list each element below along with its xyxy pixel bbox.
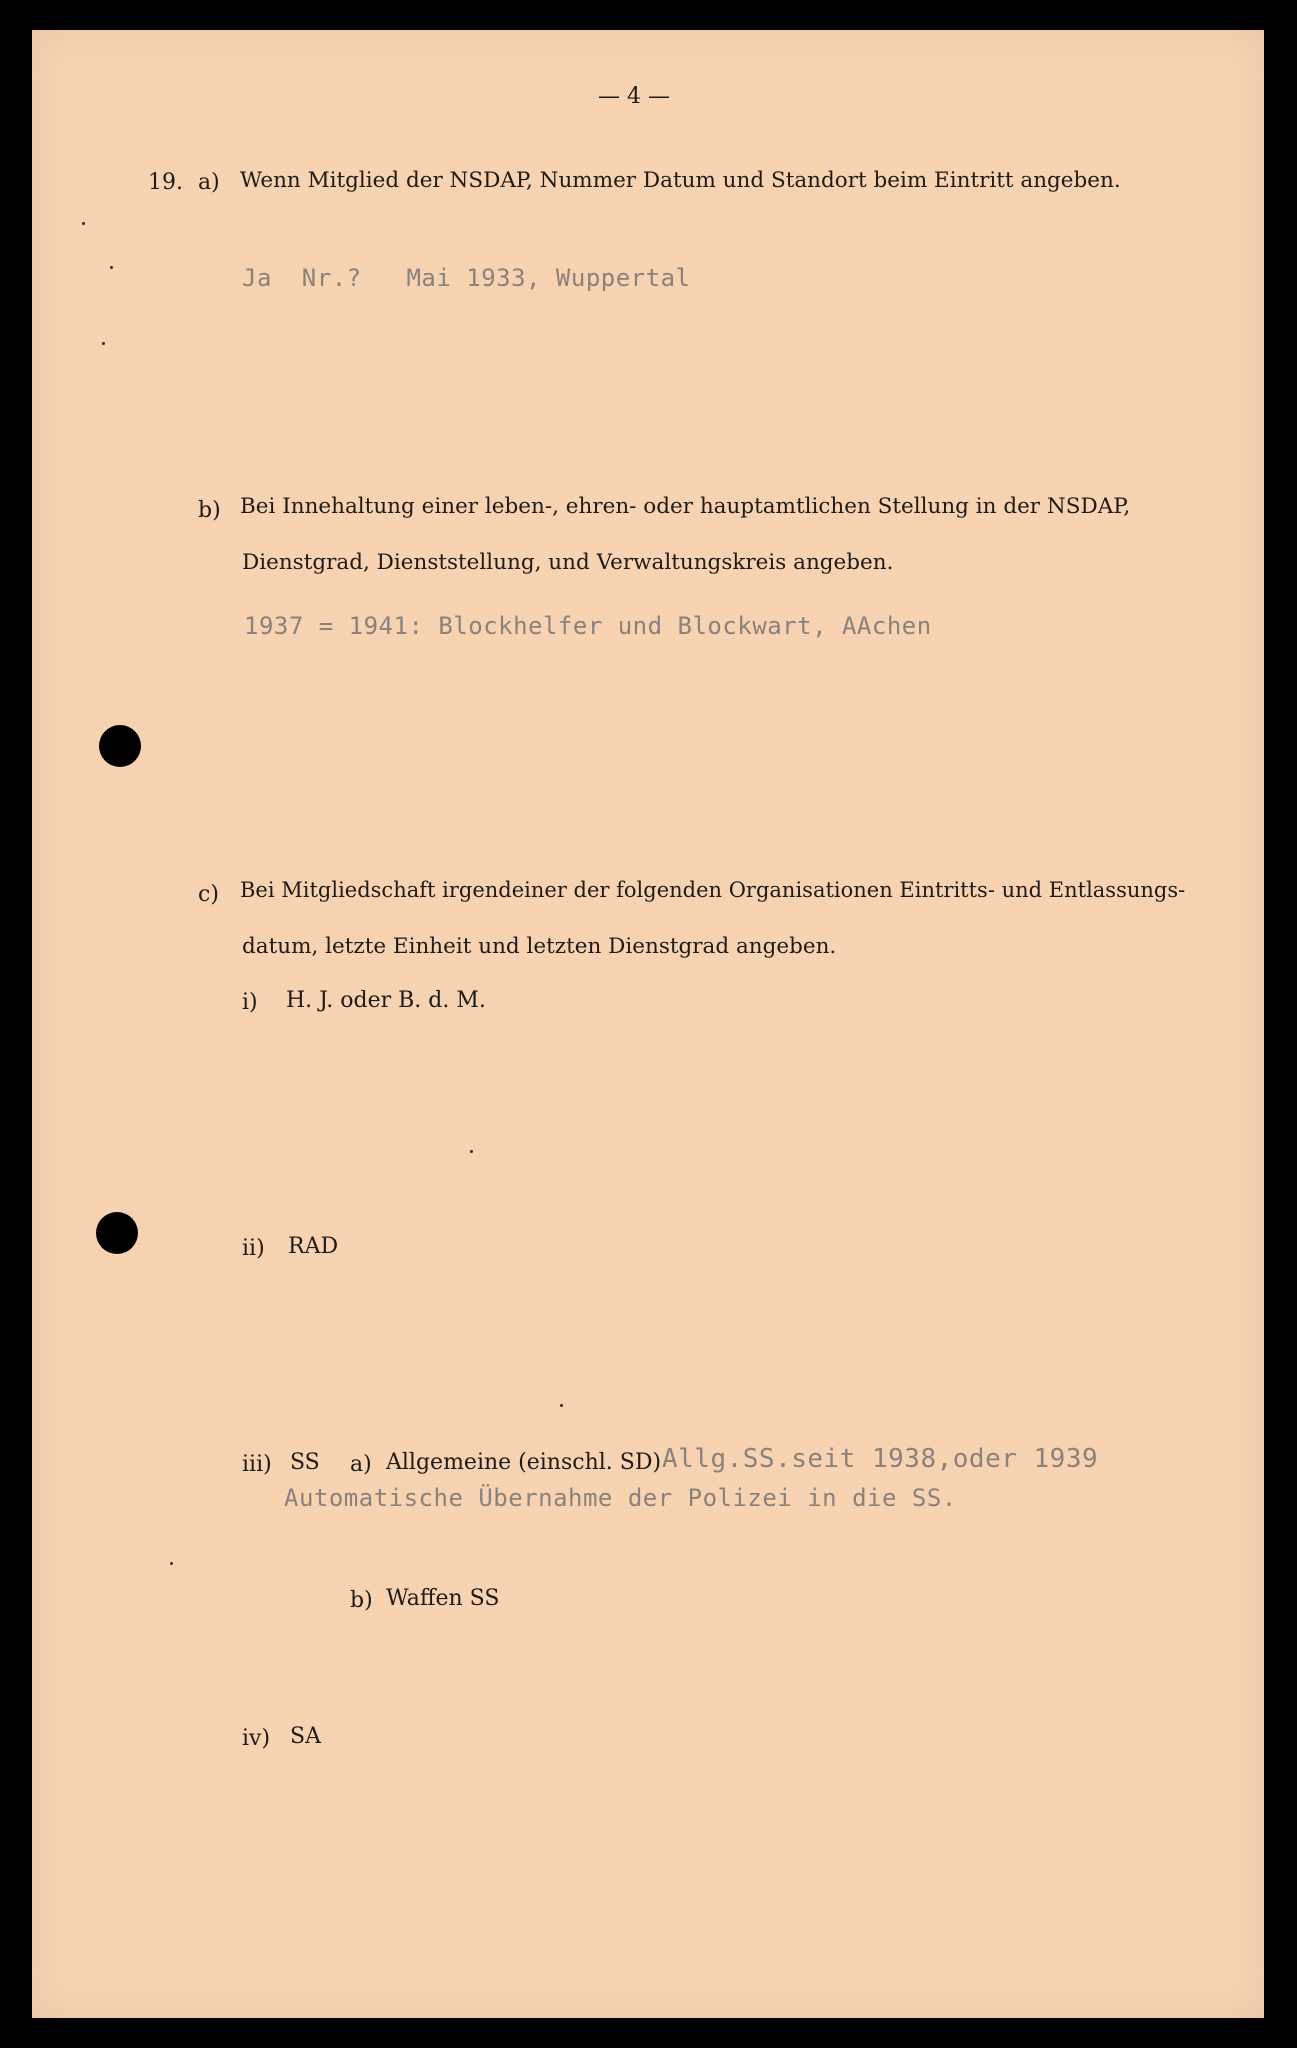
q19a-marker: a) — [198, 170, 220, 195]
item-iii-sub-a-answer-line1: Allg.SS.seit 1938,oder 1939 — [662, 1444, 1099, 1474]
q19c-marker: c) — [198, 882, 219, 907]
speck — [82, 222, 85, 225]
q19b-question-line1: Bei Innehaltung einer leben-, ehren- oder hauptamtlichen Stellung in der NSDAP, — [240, 494, 1131, 519]
q19c-question-line1: Bei Mitgliedschaft irgendeiner der folgenden Organisationen Eintritts- und Entlassungs- — [240, 878, 1186, 902]
item-iv-label: SA — [290, 1724, 321, 1749]
q19c-question-line2: datum, letzte Einheit und letzten Dienstgrad angeben. — [242, 934, 837, 959]
q19b-answer: 1937 = 1941: Blockhelfer und Blockwart, AAchen — [244, 612, 932, 640]
q19a-answer: Ja Nr.? Mai 1933, Wuppertal — [242, 264, 691, 292]
item-iii-marker: iii) — [242, 1452, 272, 1477]
page-number: — 4 — — [598, 84, 670, 109]
q19a-question: Wenn Mitglied der NSDAP, Nummer Datum und Standort beim Eintritt angeben. — [240, 168, 1121, 193]
item-iii-sub-a-marker: a) — [350, 1452, 372, 1477]
speck — [560, 1404, 563, 1407]
item-ii-label: RAD — [288, 1234, 339, 1259]
speck — [170, 1562, 173, 1565]
item-iv-marker: iv) — [242, 1726, 271, 1751]
item-iii-sub-b-label: Waffen SS — [386, 1586, 500, 1611]
speck — [470, 1150, 473, 1153]
item-iii-sub-b-marker: b) — [350, 1588, 373, 1613]
punch-hole-upper — [99, 725, 141, 767]
item-ii-marker: ii) — [242, 1236, 265, 1261]
q19b-marker: b) — [198, 498, 221, 523]
item-iii-sub-a-answer-line2: Automatische Übernahme der Polizei in die SS. — [284, 1484, 957, 1512]
punch-hole-lower — [96, 1212, 138, 1254]
speck — [102, 342, 105, 345]
document-page — [32, 30, 1264, 2018]
item-i-marker: i) — [242, 990, 258, 1015]
speck — [110, 266, 113, 269]
item-iii-sub-a-label: Allgemeine (einschl. SD) — [386, 1450, 662, 1475]
item-i-label: H. J. oder B. d. M. — [286, 988, 486, 1013]
item-iii-label: SS — [290, 1450, 320, 1475]
q19b-question-line2: Dienstgrad, Dienststellung, und Verwaltungskreis angeben. — [242, 550, 894, 575]
question-number: 19. — [148, 170, 183, 195]
